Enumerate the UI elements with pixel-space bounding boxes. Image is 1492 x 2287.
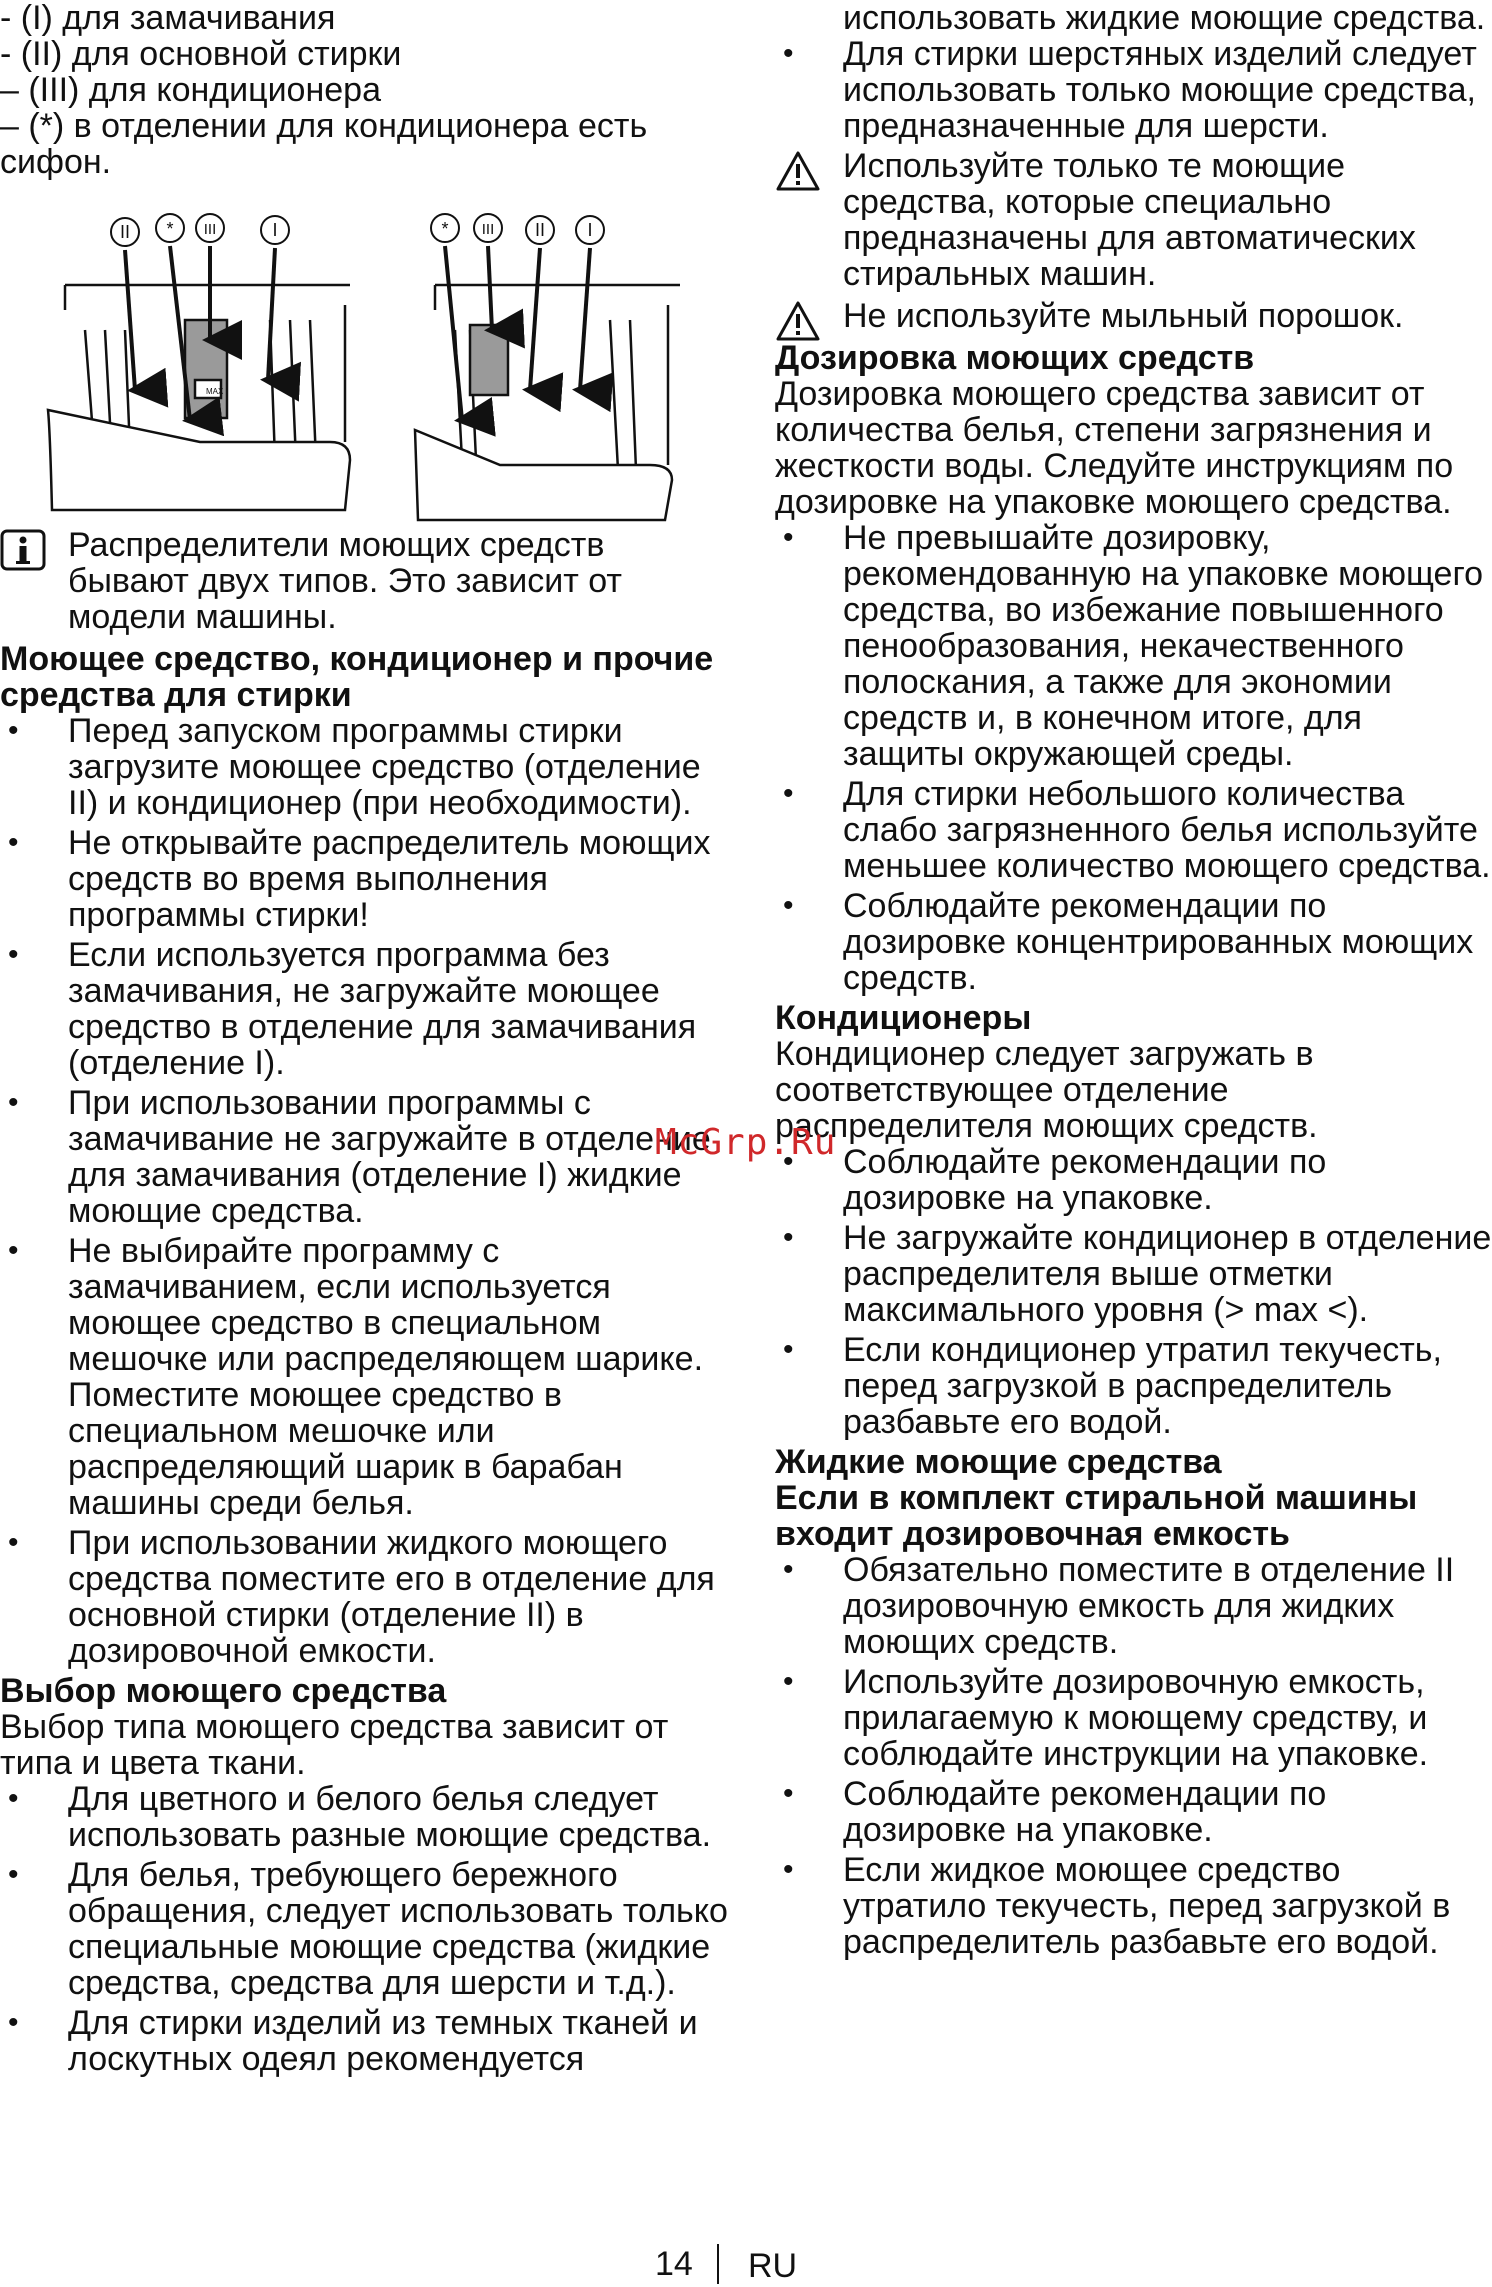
dosage-bullets [775, 520, 1492, 996]
footer-divider [717, 2244, 719, 2284]
softener-bullets [775, 1144, 1492, 1440]
compartment-legend-1: - (I) для замачивания [0, 0, 336, 37]
choice-bullets [0, 1781, 730, 2077]
left-column [0, 0, 730, 2081]
list-item: • Соблюдайте рекомендации по дозировке на упаковке. [775, 1144, 1492, 1216]
right-column [775, 0, 1492, 1964]
watermark: McGrp.Ru [655, 1122, 837, 1163]
list-item: • При использовании программы с замачивание не загружайте в отделение для замачивания (отделение I) жидкие моющие средства. [0, 1085, 730, 1229]
list-item: • Не превышайте дозировку, рекомендованную на упаковке моющего средства, во избежание повышенного пенообразования, некачественного полоскания, а также для экономии средств и, в конечном итоге, для защиты окружающей среды. [775, 520, 1492, 772]
list-item: • Соблюдайте рекомендации по дозировке концентрированных моющих средств. [775, 888, 1492, 996]
list-item: • Не открывайте распределитель моющих средств во время выполнения программы стирки! [0, 825, 730, 933]
marker-I-left: I [272, 220, 278, 240]
list-item: • Для стирки небольшого количества слабо загрязненного белья используйте меньшее количество моющего средства. [775, 776, 1492, 884]
list-item: • Если используется программа без замачивания, не загружайте моющее средство в отделение для замачивания (отделение I). [0, 937, 730, 1081]
info-note-text: Распределители моющих средств бывают двух типов. Это зависит от модели машины. [68, 526, 622, 636]
list-item: • Для стирки шерстяных изделий следует использовать только моющие средства, предназначенные для шерсти. [775, 36, 1492, 144]
marker-I-right: I [587, 220, 593, 240]
compartment-legend-4: – (*) в отделении для кондиционера есть сифон. [0, 107, 648, 181]
section-heading-choice: Выбор моющего средства [0, 1672, 447, 1710]
list-item: • Обязательно поместите в отделение II дозировочную емкость для жидких моющих средств. [775, 1552, 1492, 1660]
page-footer [0, 2244, 1492, 2287]
info-icon [0, 529, 46, 571]
list-item: • При использовании жидкого моющего средства поместите его в отделение для основной стирки (отделение II) в дозировочной емкости. [0, 1525, 730, 1669]
marker-II-left: II [119, 222, 131, 242]
list-item: • Не загружайте кондиционер в отделение распределителя выше отметки максимального уровня (> max <). [775, 1220, 1492, 1328]
list-item: • Для стирки изделий из темных тканей и лоскутных одеял рекомендуется [0, 2005, 730, 2077]
dispenser-diagrams [0, 180, 730, 525]
choice-text: Выбор типа моющего средства зависит от типа и цвета ткани. [0, 1708, 669, 1782]
page-number: 14 [655, 2245, 693, 2283]
marker-star-left: * [166, 219, 174, 239]
liquid-bullets [775, 1552, 1492, 1960]
compartment-legend-2: - (II) для основной стирки [0, 35, 402, 73]
list-item: • Если жидкое моющее средство утратило текучесть, перед загрузкой в распределитель разбавьте его водой. [775, 1852, 1492, 1960]
section-heading-softener: Кондиционеры [775, 999, 1032, 1037]
list-item: • Перед запуском программы стирки загрузите моющее средство (отделение II) и кондиционер (при необходимости). [0, 713, 730, 821]
drawer-right [415, 285, 680, 520]
warning-text-1: Используйте только те моющие средства, которые специально предназначены для автоматических стиральных машин. [843, 147, 1416, 293]
dosage-text: Дозировка моющего средства зависит от количества белья, степени загрязнения и жесткости воды. Следуйте инструкциям по дозировке на упаковке моющего средства. [775, 375, 1454, 521]
max-label: MAX [206, 387, 224, 396]
list-item: • Если кондиционер утратил текучесть, перед загрузкой в распределитель разбавьте его водой. [775, 1332, 1492, 1440]
dispenser-figure [0, 180, 730, 525]
warning-icon [775, 300, 821, 342]
wool-bullets [775, 36, 1492, 144]
marker-II-right: II [534, 220, 546, 240]
warning-text-2: Не используйте мыльный порошок. [843, 297, 1404, 335]
section-heading-liquid: Жидкие моющие средства [775, 1443, 1222, 1481]
list-item: • Для белья, требующего бережного обращения, следует использовать только специальные моющие средства (жидкие средства, средства для шерсти и т.д.). [0, 1857, 730, 2001]
list-item: • Соблюдайте рекомендации по дозировке на упаковке. [775, 1776, 1492, 1848]
language-code: RU [748, 2247, 798, 2285]
section-subheading-liquid: Если в комплект стиральной машины входит дозировочная емкость [775, 1479, 1418, 1553]
marker-III-right: III [481, 221, 495, 238]
section-heading-detergent: Моющее средство, кондиционер и прочие средства для стирки [0, 640, 714, 714]
list-item: • Не выбирайте программу с замачиванием, если используется моющее средство в специальном мешочке или распределяющем шарике. Поместите моющее средство в специальном мешочке или распределяющий шарик в барабан машины среди белья. [0, 1233, 730, 1521]
detergent-bullets [0, 713, 730, 1669]
marker-star-right: * [441, 219, 449, 239]
continuation-text: использовать жидкие моющие средства. [843, 0, 1486, 37]
compartment-legend-3: – (III) для кондиционера [0, 71, 381, 109]
warning-icon [775, 150, 821, 192]
info-note [0, 527, 730, 635]
drawer-left [48, 285, 350, 510]
softener-text: Кондиционер следует загружать в соответствующее отделение распределителя моющих средств. [775, 1035, 1318, 1145]
warning-note-1 [775, 148, 1492, 292]
marker-III-left: III [203, 221, 217, 238]
list-item: • Для цветного и белого белья следует использовать разные моющие средства. [0, 1781, 730, 1853]
warning-note-2 [775, 298, 1492, 334]
section-heading-dosage: Дозировка моющих средств [775, 339, 1255, 377]
list-item: • Используйте дозировочную емкость, прилагаемую к моющему средству, и соблюдайте инструкции на упаковке. [775, 1664, 1492, 1772]
